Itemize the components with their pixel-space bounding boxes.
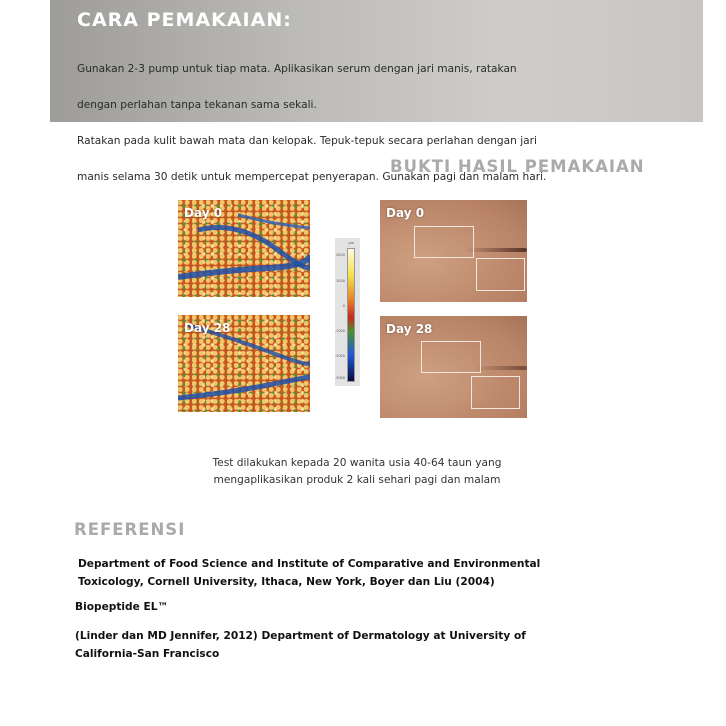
- reference-item: [75, 599, 168, 617]
- colorbar-tick: -1000: [334, 329, 345, 333]
- colorbar-tick: -2000: [334, 354, 345, 358]
- usage-line: Gunakan 2-3 pump untuk tiap mata. Aplikasikan serum dengan jari manis, ratakan: [77, 63, 517, 75]
- photo-day28: [380, 316, 527, 418]
- usage-line: dengan perlahan tanpa tekanan sama sekali.: [77, 99, 317, 111]
- reference-line: Department of Food Science and Institute of Comparative and Environmental: [78, 558, 541, 570]
- colorbar-unit: µm: [348, 241, 354, 245]
- caption-line: Test dilakukan kepada 20 wanita usia 40-64 taun yang: [212, 457, 502, 469]
- photo-label: Day 28: [386, 322, 433, 336]
- highlight-box: [471, 376, 520, 409]
- reference-line: California-San Francisco: [75, 647, 220, 660]
- caption-line: mengaplikasikan produk 2 kali sehari pagi dan malam: [213, 474, 501, 486]
- heatmap-label: Day 0: [184, 206, 223, 220]
- colorbar-tick: 2000: [336, 253, 345, 257]
- references-title: REFERENSI: [74, 520, 186, 539]
- colorbar-tick: 1000: [336, 279, 345, 283]
- usage-instructions: [77, 42, 546, 204]
- test-caption: [150, 455, 564, 489]
- reference-item: [78, 556, 540, 591]
- heatmap-day28: [178, 315, 310, 412]
- photo-day0: [380, 200, 527, 302]
- heatmap-day0: [178, 200, 310, 297]
- wrinkle-crease: [475, 366, 527, 370]
- wrinkle-crease: [465, 248, 527, 252]
- usage-line: Ratakan pada kulit bawah mata dan kelopak. Tepuk-tepuk secara perlahan dengan jari: [77, 135, 537, 147]
- colorbar: [335, 238, 360, 386]
- reference-line: Toxicology, Cornell University, Ithaca, New York, Boyer dan Liu (2004): [78, 575, 495, 588]
- heatmap-label: Day 28: [184, 321, 231, 335]
- highlight-box: [476, 258, 525, 291]
- reference-item: [75, 628, 526, 663]
- results-title: BUKTI HASIL PEMAKAIAN: [390, 157, 645, 176]
- colorbar-tick: 0: [342, 304, 345, 308]
- highlight-box: [421, 341, 481, 373]
- colorbar-gradient: [347, 248, 355, 382]
- usage-line: manis selama 30 detik untuk mempercepat penyerapan. Gunakan pagi dan malam hari.: [77, 171, 547, 183]
- reference-line: Biopeptide EL™: [75, 601, 169, 613]
- reference-line: (Linder dan MD Jennifer, 2012) Department of Dermatology at University of: [75, 630, 526, 642]
- photo-label: Day 0: [386, 206, 425, 220]
- highlight-box: [414, 226, 474, 258]
- usage-title: CARA PEMAKAIAN:: [77, 9, 292, 31]
- colorbar-tick: -3000: [334, 376, 345, 380]
